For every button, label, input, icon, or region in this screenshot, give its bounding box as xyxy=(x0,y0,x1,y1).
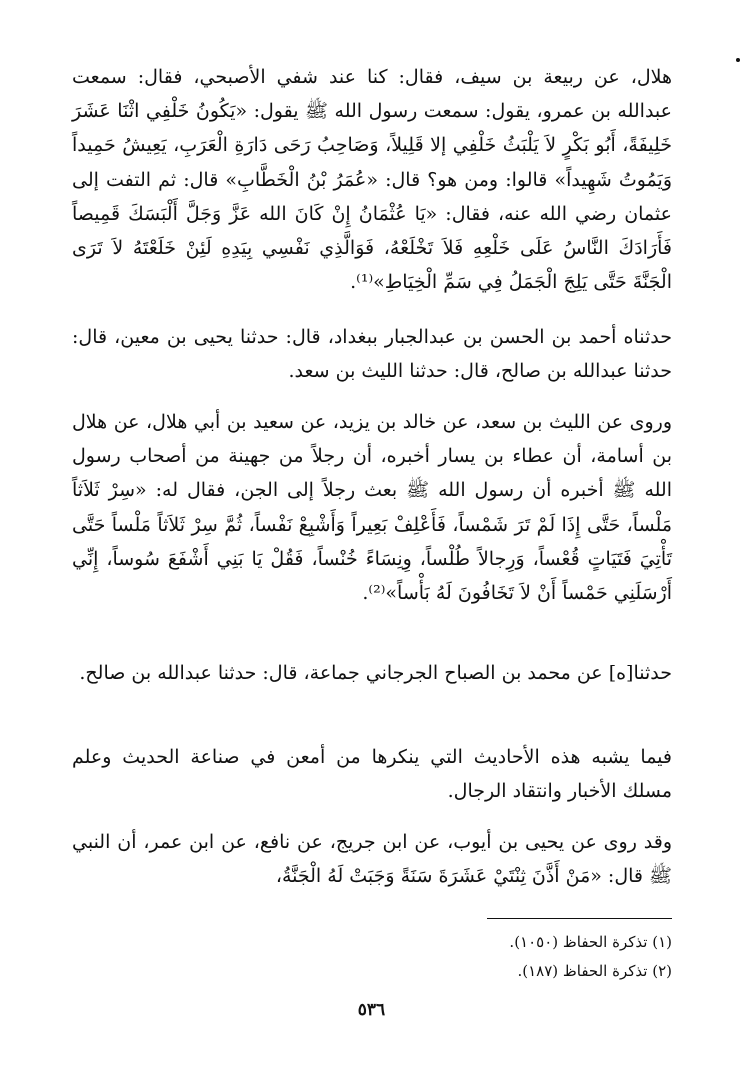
margin-mark xyxy=(736,58,740,62)
page-number: ٥٣٦ xyxy=(357,1000,386,1020)
paragraph-hadith-adhan xyxy=(72,825,672,893)
paragraph-hadith-caliphs xyxy=(72,60,672,299)
footnote-1: (١) تذكرة الحفاظ (١٠٥٠). xyxy=(509,933,672,951)
paragraph-text: فيما يشبه هذه الأحاديث التي ينكرها من أمعن في صناعة الحديث وعلم مسلك الأخبار وانتقاد الرجال. xyxy=(72,746,672,803)
paragraph-isnad-jurjani xyxy=(72,656,672,690)
paragraph-hadith-jinn xyxy=(72,405,672,610)
footnote-divider xyxy=(487,918,672,919)
paragraph-text: حدثنا[ه] عن محمد بن الصباح الجرجاني جماعة، قال: حدثنا عبدالله بن صالح. xyxy=(79,662,672,684)
paragraph-text: وروى عن الليث بن سعد، عن خالد بن يزيد، عن سعيد بن أبي هلال، عن هلال بن أسامة، أن عطاء بن يسار أخبره، أن رجلاً من جهينة من أصحاب رسول الله ﷺ أخبره أن رسول الله ﷺ بعث رجلاً إلى الجن، فقال له: «سِرْ ثَلاَثاً مَلْساً، حَتَّى إِذَا لَمْ تَرَ شَمْساً، فَأَعْلِفْ بَعِيراً وَأَشْبِعْ نَفْساً، ثُمَّ سِرْ ثَلاَثاً مَلْساً حَتَّى تَأْتِيَ فَتَيَاتٍ قُعْساً، وَرِجالاً طُلْساً، وِنِسَاءً خُنْساً، فَقُلْ يَا بَنِي أَشْفَعَ سُوساً، إِنِّي أَرْسَلَنِي حَمْساً أَنْ لاَ تَخَافُونَ لَهُ بَأْساً»⁽²⁾. xyxy=(72,411,672,605)
paragraph-commentary xyxy=(72,740,672,808)
footnote-2: (٢) تذكرة الحفاظ (١٨٧). xyxy=(517,962,672,980)
paragraph-text: حدثناه أحمد بن الحسن بن عبدالجبار ببغداد، قال: حدثنا يحيى بن معين، قال: حدثنا عبدالله بن صالح، قال: حدثنا الليث بن سعد. xyxy=(72,326,672,383)
paragraph-isnad-baghdad xyxy=(72,320,672,388)
paragraph-text: هلال، عن ربيعة بن سيف، فقال: كنا عند شفي الأصبحي، فقال: سمعت عبدالله بن عمرو، يقول: سمعت رسول الله ﷺ يقول: «يَكُونُ خَلْفِي اثْنَا عَشَرَ خَلِيفَةً، أَبُو بَكْرٍ لاَ يَلْبَثُ خَلْفِي إلا قَلِيلاً، وَصَاحِبُ رَحَى دَارَةِ الْعَرَبِ، يَعِيشُ حَمِيداً وَيَمُوتُ شَهِيداً» قالوا: ومن هو؟ قال: «عُمَرُ بْنُ الْخَطَّابِ» قال: ثم التفت إلى عثمان رضي الله عنه، فقال: «يَا عُثْمَانُ إِنْ كَانَ الله عَزَّ وَجَلَّ أَلْبَسَكَ قَمِيصاً فَأَرَادَكَ النَّاسُ عَلَى خَلْعِهِ فَلاَ تَخْلَعْهُ، فَوَالَّذِي نَفْسِي بِيَدِهِ لَئِنْ خَلَعْتَهُ لاَ تَرَى الْجَنَّةَ حَتَّى يَلِجَ الْجَمَلُ فِي سَمِّ الْخِيَاطِ»⁽¹⁾. xyxy=(72,66,672,294)
footnotes xyxy=(72,928,672,986)
paragraph-text: وقد روى عن يحيى بن أيوب، عن ابن جريج، عن نافع، عن ابن عمر، أن النبي ﷺ قال: «مَنْ أَذَّنَ ثِنْتَيْ عَشَرَةَ سَنَةً وَجَبَتْ لَهُ الْجَنَّةُ، xyxy=(72,831,672,888)
